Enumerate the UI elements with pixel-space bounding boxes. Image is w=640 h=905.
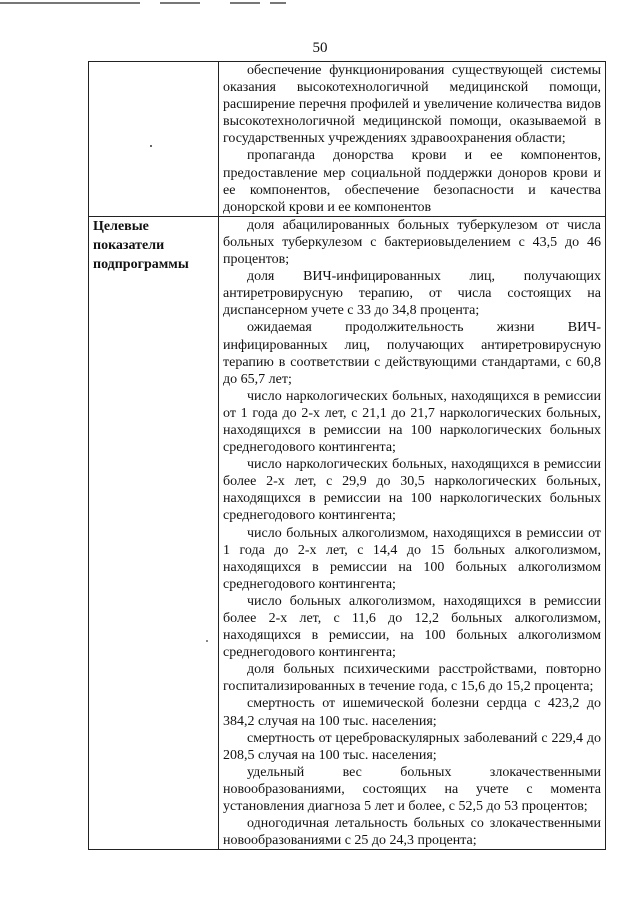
row-label — [89, 62, 219, 217]
list-item: доля больных психическими расстройствами, повторно госпитализированных в течение года, с 15,6 до 15,2 процента; — [223, 662, 601, 695]
list-item: число больных алкоголизмом, находящихся в ремиссии более 2-х лет, с 11,6 до 12,2 больных алкоголизмом, находящихся в ремиссии, на 100 больных алкоголизмом среднегодового контингента; — [223, 593, 601, 661]
list-item: удельный вес больных злокачественными новообразованиями, состоящих на учете с момента установления диагноза 5 лет и более, с 52,5 до 53 процентов; — [223, 764, 601, 815]
list-item: доля абацилированных больных туберкулезом от числа больных туберкулезом с бактериовыделением с 43,5 до 46 процентов; — [223, 217, 601, 268]
row-label: Целевые показатели подпрограммы — [89, 216, 219, 849]
row-content — [219, 216, 606, 849]
scan-speck — [150, 145, 152, 147]
list-item: число больных алкоголизмом, находящихся в ремиссии от 1 года до 2-х лет, с 14,4 до 15 больных алкоголизмом, находящихся в ремиссии на 100 больных алкоголизмом среднегодового контингента; — [223, 525, 601, 592]
table-row — [89, 216, 606, 849]
list-item: смертность от ишемической болезни сердца с 423,2 до 384,2 случая на 100 тыс. населения; — [223, 696, 601, 729]
page-number: 50 — [312, 40, 328, 56]
list-item: пропаганда донорства крови и ее компонентов, предоставление мер социальной поддержки доноров крови и ее компонентов, обеспечение безопасности и качества донорской крови и ее компонентов — [223, 148, 601, 215]
list-item: обеспечение функционирования существующей системы оказания высокотехнологичной медицинской помощи, расширение перечня профилей и увеличение количества видов высокотехнологичной медицинской помощи, оказываемой в государственных учреждениях здравоохранения области; — [223, 63, 601, 147]
list-item: одногодичная летальность больных со злокачественными новообразованиями с 25 до 24,3 процента; — [223, 816, 601, 849]
list-item: число наркологических больных, находящихся в ремиссии более 2-х лет, с 29,9 до 30,5 наркологических больных, находящихся в ремиссии на 100 наркологических больных среднегодового контингента; — [223, 457, 601, 524]
list-item: ожидаемая продолжительность жизни ВИЧ-инфицированных лиц, получающих антиретровирусную терапию в соответствии с действующими стандартами, с 60,8 до 65,7 лет; — [223, 320, 601, 387]
table-row — [89, 62, 606, 217]
scan-edge-artifact — [0, 0, 640, 6]
row-content — [219, 62, 606, 217]
list-item: смертность от цереброваскулярных заболеваний с 229,4 до 208,5 случая на 100 тыс. населения; — [223, 730, 601, 763]
program-table — [88, 61, 606, 850]
list-item: число наркологических больных, находящихся в ремиссии от 1 года до 2-х лет, с 21,1 до 21,7 наркологических больных, находящихся в ремиссии на 100 наркологических больных среднегодового контингента; — [223, 388, 601, 456]
list-item: доля ВИЧ-инфицированных лиц, получающих антиретровирусную терапию, от числа состоящих на диспансерном учете с 33 до 34,8 процента; — [223, 269, 601, 319]
scan-speck — [206, 640, 208, 642]
